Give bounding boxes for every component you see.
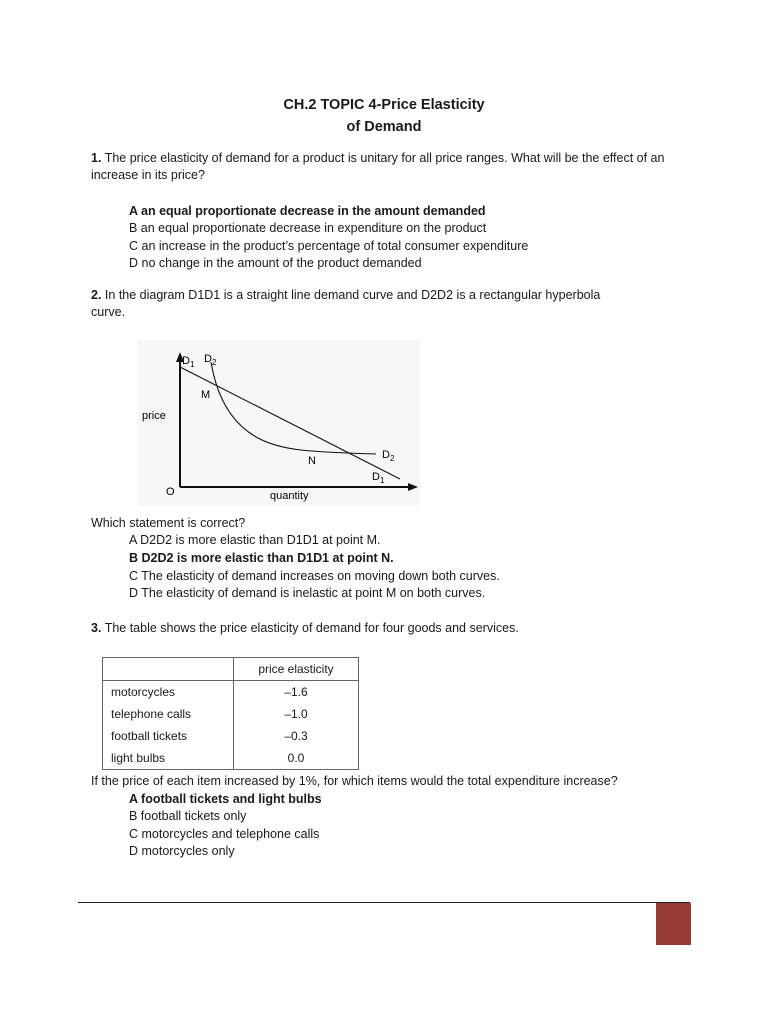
point-m-label: M — [201, 389, 211, 401]
table-cell-item: light bulbs — [103, 747, 234, 770]
q2-option-d: D The elasticity of demand is inelastic at point M on both curves. — [129, 586, 486, 600]
question-3 — [91, 620, 519, 637]
q2-prompt: Which statement is correct? — [91, 516, 246, 530]
q3-option-b: B football tickets only — [129, 809, 247, 823]
question-2-text-cont: curve. — [91, 305, 126, 319]
table-header-price-elasticity: price elasticity — [234, 658, 359, 681]
table-row — [103, 747, 359, 770]
question-1 — [91, 150, 664, 167]
footer-accent-block — [656, 903, 691, 945]
demand-curve-diagram — [138, 340, 420, 506]
table-header-row — [103, 658, 359, 681]
origin-label: O — [166, 486, 175, 498]
table-row — [103, 725, 359, 747]
q2-option-c: C The elasticity of demand increases on moving down both curves. — [129, 569, 500, 583]
table-cell-item: football tickets — [103, 725, 234, 747]
q1-option-c: C an increase in the product’s percentage of total consumer expenditure — [129, 239, 529, 253]
y-axis-label: price — [142, 410, 166, 422]
table-row — [103, 681, 359, 704]
table-header-blank — [103, 658, 234, 681]
table-cell-value: 0.0 — [234, 747, 359, 770]
elasticity-table — [102, 657, 359, 770]
question-1-number: 1. — [91, 151, 102, 165]
q3-option-c: C motorcycles and telephone calls — [129, 827, 320, 841]
q1-option-b: B an equal proportionate decrease in expenditure on the product — [129, 221, 487, 235]
q2-option-a: A D2D2 is more elastic than D1D1 at point M. — [129, 533, 381, 547]
table-cell-value: –1.0 — [234, 703, 359, 725]
q1-option-a: A an equal proportionate decrease in the amount demanded — [129, 204, 486, 218]
question-3-text: The table shows the price elasticity of demand for four goods and services. — [104, 621, 519, 635]
page-title: CH.2 TOPIC 4-Price Elasticity — [283, 97, 485, 113]
q2-option-b: B D2D2 is more elastic than D1D1 at point N. — [129, 551, 394, 565]
table-cell-item: telephone calls — [103, 703, 234, 725]
question-2-text: In the diagram D1D1 is a straight line demand curve and D2D2 is a rectangular hyperbola — [104, 288, 601, 302]
table-row — [103, 703, 359, 725]
table-cell-value: –1.6 — [234, 681, 359, 704]
d1-top-label: $D_1$ — [182, 355, 195, 369]
question-1-text: The price elasticity of demand for a product is unitary for all price ranges. What will be the effect of an — [104, 151, 665, 165]
question-1-text-cont: increase in its price? — [91, 168, 205, 182]
d2-end-label: $D_2$ — [382, 449, 395, 463]
d2-top-label: $D_2$ — [204, 353, 217, 367]
d1-end-label: $D_1$ — [372, 471, 385, 485]
q3-prompt: If the price of each item increased by 1%, for which items would the total expenditure increase? — [91, 774, 618, 788]
page-subtitle: of Demand — [346, 119, 422, 135]
q3-option-a: A football tickets and light bulbs — [129, 792, 322, 806]
q1-option-d: D no change in the amount of the product demanded — [129, 256, 422, 270]
question-2 — [91, 287, 600, 304]
x-axis-label: quantity — [270, 490, 309, 502]
point-n-label: N — [308, 455, 316, 467]
footer-divider — [78, 902, 690, 903]
q3-option-d: D motorcycles only — [129, 844, 235, 858]
table-cell-item: motorcycles — [103, 681, 234, 704]
table-cell-value: –0.3 — [234, 725, 359, 747]
question-2-number: 2. — [91, 288, 102, 302]
question-3-number: 3. — [91, 621, 102, 635]
